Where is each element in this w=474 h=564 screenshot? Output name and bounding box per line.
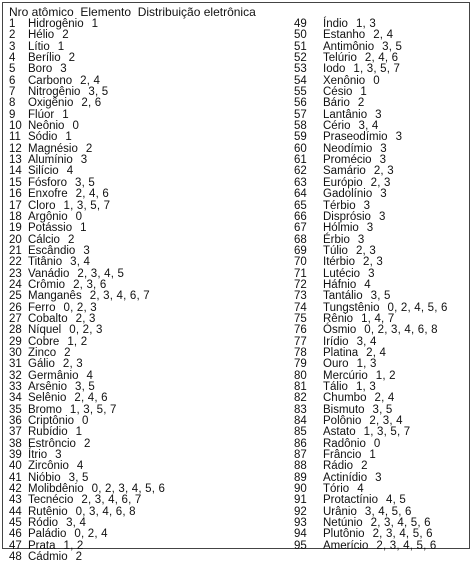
electron-distribution: 3, 4 [356, 335, 377, 348]
atomic-number: 40 [9, 460, 22, 473]
electron-distribution: 1, 3, 5, 7 [353, 63, 401, 76]
atomic-number: 51 [294, 40, 307, 53]
atomic-number: 37 [9, 426, 22, 439]
atomic-number: 82 [294, 392, 307, 405]
electron-distribution: 3 [380, 142, 387, 155]
element-name: Bromo [28, 403, 62, 416]
element-name: Estrôncio [28, 437, 76, 450]
electron-distribution: 3 [80, 154, 88, 167]
atomic-number: 17 [9, 199, 22, 212]
atomic-number: 23 [9, 267, 22, 280]
element-name: Tungstênio [323, 301, 380, 314]
atomic-number: 22 [9, 256, 22, 269]
element-name: Escândio [28, 244, 76, 257]
element-name: Rádio [323, 460, 354, 473]
element-name: Ítrio [28, 449, 48, 462]
electron-distribution: 2, 3, 6 [73, 278, 107, 291]
atomic-number: 87 [294, 449, 307, 462]
element-name: Manganês [28, 290, 82, 303]
element-name: Selênio [28, 392, 67, 405]
atomic-number: 58 [294, 120, 307, 133]
electron-distribution: 0 [373, 437, 381, 450]
element-name: Xenônio [323, 74, 366, 87]
element-name: Fósforo [28, 176, 67, 189]
element-name: Germânio [28, 369, 79, 382]
element-name: Amerício [323, 539, 369, 552]
atomic-number: 94 [294, 528, 307, 541]
electron-distribution: 1, 3, 5, 7 [69, 403, 117, 416]
atomic-number: 57 [294, 108, 307, 121]
element-name: Zircônio [28, 460, 69, 473]
atomic-number: 78 [294, 346, 307, 359]
electron-distribution: 3, 5 [75, 381, 95, 393]
element-name: Zinco [28, 346, 57, 359]
electron-distribution: 2, 4, 6 [74, 392, 108, 405]
atomic-number: 69 [294, 244, 307, 257]
electron-distribution: 3 [83, 244, 90, 257]
element-name: Criptônio [28, 415, 75, 428]
element-name: Promécio [323, 154, 372, 167]
atomic-number: 76 [294, 324, 307, 337]
electron-distribution: 2, 3 [373, 165, 394, 178]
element-name: Nitrogênio [28, 86, 81, 99]
element-name: Arsênio [28, 381, 67, 393]
atomic-number: 32 [9, 369, 22, 382]
electron-distribution: 3, 5 [88, 86, 109, 99]
element-name: Enxofre [28, 188, 68, 201]
atomic-number: 79 [294, 358, 307, 371]
element-name: Ouro [323, 358, 349, 371]
element-name: Érbio [323, 233, 350, 246]
element-name: Alumínio [28, 154, 73, 167]
element-name: Tecnécio [28, 494, 74, 507]
element-name: Polônio [323, 415, 362, 428]
element-name: Tório [323, 483, 350, 496]
element-name: Cálcio [28, 233, 60, 246]
element-name: Vanádio [28, 267, 70, 280]
atomic-number: 42 [9, 483, 22, 496]
electron-distribution: 0 [82, 415, 89, 428]
electron-distribution: 1, 4, 7 [361, 312, 395, 325]
element-entry [323, 541, 437, 552]
electron-distribution: 2, 4 [373, 29, 394, 42]
electron-distribution: 1, 2 [67, 335, 88, 348]
electron-distribution: 1 [75, 426, 83, 439]
element-name: Níquel [28, 324, 62, 337]
atomic-number: 33 [9, 381, 22, 393]
atomic-number: 89 [294, 471, 307, 484]
atomic-number: 5 [9, 63, 16, 76]
electron-distribution: 2 [75, 551, 83, 564]
atomic-number: 67 [294, 222, 307, 235]
electron-distribution: 3 [363, 199, 371, 212]
element-name: Rutênio [28, 505, 68, 518]
element-name: Hélio [28, 29, 55, 42]
atomic-number: 46 [9, 528, 22, 541]
electron-distribution: 3, 4, 5, 6 [364, 505, 412, 518]
element-name: Tantálio [323, 290, 363, 303]
atomic-number: 54 [294, 74, 307, 87]
element-name: Disprósio [323, 210, 371, 223]
atomic-number: 15 [9, 176, 22, 189]
element-name: Índio [323, 18, 348, 30]
electron-distribution: 2 [361, 460, 368, 473]
element-name: Paládio [28, 528, 67, 541]
electron-distribution: 1, 3, 5, 7 [63, 199, 111, 212]
element-name: Berílio [28, 52, 61, 65]
element-name: Chumbo [323, 392, 367, 405]
atomic-number: 83 [294, 403, 307, 416]
electron-distribution: 3, 4 [66, 517, 87, 530]
electron-distribution: 3, 5 [68, 471, 89, 484]
atomic-number: 26 [9, 301, 22, 314]
element-name: Bismuto [323, 403, 365, 416]
element-name: Urânio [323, 505, 357, 518]
element-name: Astato [323, 426, 356, 439]
atomic-number: 9 [9, 108, 16, 121]
atomic-number: 88 [294, 460, 307, 473]
electron-distribution: 2, 3, 4 [369, 415, 403, 428]
element-name: Ródio [28, 517, 59, 530]
atomic-number: 19 [9, 222, 22, 235]
element-name: Neônio [28, 120, 65, 133]
electron-distribution: 1 [91, 18, 99, 30]
atomic-number: 18 [9, 210, 22, 223]
atomic-number: 39 [9, 449, 22, 462]
atomic-number: 53 [294, 63, 307, 76]
atomic-number: 95 [294, 539, 307, 552]
atomic-number: 2 [9, 29, 16, 42]
atomic-number: 43 [9, 494, 22, 507]
element-name: Frâncio [323, 449, 362, 462]
atomic-number: 7 [9, 86, 16, 99]
element-name: Crômio [28, 278, 66, 291]
electron-distribution: 2, 6 [81, 97, 102, 110]
element-name: Flúor [28, 108, 55, 121]
electron-distribution: 2, 3, 4, 6, 7 [89, 290, 150, 303]
electron-distribution: 0, 2, 3, 4, 6, 8 [364, 324, 438, 337]
atomic-number: 93 [294, 517, 307, 530]
element-name: Prata [28, 539, 56, 552]
atomic-number: 75 [294, 312, 307, 325]
electron-distribution: 2, 4 [366, 346, 387, 359]
atomic-number: 29 [9, 335, 22, 348]
atomic-number: 55 [294, 86, 307, 99]
electron-distribution: 3, 5 [382, 40, 403, 53]
electron-distribution: 0, 2, 3 [63, 301, 97, 314]
atomic-number: 91 [294, 494, 307, 507]
atomic-number: 6 [9, 74, 16, 87]
electron-distribution: 4 [66, 165, 74, 178]
element-name: Tálio [323, 381, 348, 393]
electron-distribution: 3 [366, 222, 374, 235]
element-name: Argônio [28, 210, 68, 223]
atomic-number: 20 [9, 233, 22, 246]
element-name: Lantânio [323, 108, 368, 121]
electron-distribution: 0, 2, 4, 5, 6 [387, 301, 448, 314]
atomic-number: 14 [9, 165, 22, 178]
electron-distribution: 3 [379, 154, 387, 167]
electron-distribution: 1, 3 [355, 18, 376, 30]
atomic-number: 59 [294, 131, 307, 144]
element-name: Cobalto [28, 312, 68, 325]
atomic-number: 16 [9, 188, 22, 201]
atomic-number: 3 [9, 40, 16, 53]
atomic-number: 36 [9, 415, 22, 428]
electron-distribution: 1 [80, 222, 87, 235]
atomic-number: 34 [9, 392, 22, 405]
element-entry [28, 552, 82, 563]
atomic-number: 52 [294, 52, 307, 65]
electron-distribution: 1, 2 [63, 539, 84, 552]
atomic-number: 45 [9, 517, 22, 530]
element-name: Lutécio [323, 267, 361, 280]
atomic-number: 72 [294, 278, 307, 291]
atomic-number: 30 [9, 346, 22, 359]
atomic-number: 68 [294, 233, 307, 246]
element-name: Magnésio [28, 142, 78, 155]
electron-distribution: 2, 3, 4, 5, 6 [372, 528, 433, 541]
element-name: Netúnio [323, 517, 363, 530]
element-name: Háfnio [323, 278, 357, 291]
element-name: Itérbio [323, 256, 355, 269]
element-name: Irídio [323, 335, 349, 348]
electron-distribution: 2, 3, 4, 5, 6 [376, 539, 437, 552]
atomic-number: 35 [9, 403, 22, 416]
electron-distribution: 0, 3, 4, 6, 8 [75, 505, 136, 518]
electron-distribution: 0, 2, 4 [74, 528, 108, 541]
atomic-number: 8 [9, 97, 16, 110]
atomic-number: 65 [294, 199, 307, 212]
element-name: Césio [323, 86, 353, 99]
atomic-number: 60 [294, 142, 307, 155]
electron-distribution: 1 [369, 449, 376, 462]
atomic-number: 81 [294, 381, 307, 393]
atomic-number: 73 [294, 290, 307, 303]
electron-distribution: 1, 3, 5, 7 [363, 426, 411, 439]
element-name: Titânio [28, 256, 63, 269]
electron-distribution: 4, 5 [385, 494, 406, 507]
element-name: Boro [28, 63, 53, 76]
element-name: Térbio [323, 199, 356, 212]
element-name: Iodo [323, 63, 346, 76]
atomic-number: 74 [294, 301, 307, 314]
element-name: Gálio [28, 358, 55, 371]
atomic-number: 61 [294, 154, 307, 167]
atomic-number: 77 [294, 335, 307, 348]
atomic-number: 4 [9, 52, 16, 65]
electron-distribution: 2 [357, 97, 365, 110]
atomic-number: 71 [294, 267, 307, 280]
atomic-number: 38 [9, 437, 22, 450]
electron-distribution: 2, 3 [62, 358, 83, 371]
electron-distribution: 2, 4 [80, 74, 101, 87]
atomic-number: 49 [294, 18, 307, 30]
element-name: Bário [323, 97, 350, 110]
electron-distribution: 3, 5 [372, 403, 393, 416]
element-name: Ósmio [323, 324, 357, 337]
atomic-number: 66 [294, 210, 307, 223]
atomic-number: 84 [294, 415, 307, 428]
atomic-number: 27 [9, 312, 22, 325]
electron-distribution: 2, 3, 4, 5 [77, 267, 125, 280]
electron-distribution: 3, 5 [370, 290, 391, 303]
electron-distribution: 4 [357, 483, 364, 496]
electron-distribution: 2, 4, 6 [364, 52, 399, 65]
electron-distribution: 2, 3 [75, 312, 96, 325]
electron-distribution: 1 [360, 86, 368, 99]
element-name: Cloro [28, 199, 56, 212]
electron-distribution: 2, 4 [374, 392, 395, 405]
element-name: Plutônio [323, 528, 365, 541]
atomic-number: 41 [9, 471, 22, 484]
element-name: Sódio [28, 131, 58, 144]
electron-distribution: 3 [395, 131, 403, 144]
element-name: Rubídio [28, 426, 68, 439]
electron-distribution: 1 [65, 131, 73, 144]
electron-distribution: 3, 4 [70, 256, 91, 269]
element-name: Neodímio [323, 142, 373, 155]
electron-distribution: 1, 3 [356, 358, 377, 371]
element-name: Lítio [28, 40, 50, 53]
atomic-number: 63 [294, 176, 307, 189]
electron-distribution: 2, 3 [370, 176, 391, 189]
atomic-number: 92 [294, 505, 307, 518]
electron-distribution: 1, 2 [375, 369, 396, 382]
electron-distribution: 2 [85, 142, 93, 155]
atomic-number: 86 [294, 437, 307, 450]
element-name: Cério [323, 120, 351, 133]
element-name: Európio [323, 176, 363, 189]
electron-distribution: 2 [62, 29, 69, 42]
element-name: Potássio [28, 222, 73, 235]
atomic-number: 70 [294, 256, 307, 269]
electron-distribution: 3 [357, 233, 365, 246]
electron-distribution: 2, 3, 4, 6, 7 [81, 494, 142, 507]
atomic-number: 13 [9, 154, 22, 167]
element-name: Nióbio [28, 471, 61, 484]
atomic-number: 47 [9, 539, 22, 552]
electron-distribution: 1, 3 [355, 381, 376, 393]
element-name: Mercúrio [323, 369, 368, 382]
electron-distribution: 3, 5 [75, 176, 95, 189]
atomic-number: 11 [9, 131, 21, 144]
electron-distribution: 1 [62, 108, 69, 121]
element-name: Hidrogênio [28, 18, 84, 30]
electron-distribution: 2 [67, 233, 75, 246]
electron-distribution: 2 [68, 52, 76, 65]
electron-distribution: 3 [375, 471, 382, 484]
electron-distribution: 0, 2, 3 [69, 324, 103, 337]
element-name: Platina [323, 346, 359, 359]
atomic-number: 50 [294, 29, 307, 42]
atomic-number: 64 [294, 188, 307, 201]
electron-distribution: 0 [75, 210, 83, 223]
atomic-number: 90 [294, 483, 307, 496]
element-name: Actinídio [323, 471, 368, 484]
atomic-number: 28 [9, 324, 22, 337]
element-name: Molibdênio [28, 483, 84, 496]
electron-distribution: 2 [83, 437, 91, 450]
atomic-number: 21 [9, 244, 22, 257]
atomic-number: 31 [9, 358, 22, 371]
electron-distribution: 1 [57, 40, 65, 53]
electron-distribution: 3 [60, 63, 67, 76]
table-header: Nro atômico Elemento Distribuição eletrônica [9, 5, 256, 19]
electron-distribution: 3 [380, 188, 387, 201]
atomic-number: 85 [294, 426, 307, 439]
element-name: Cobre [28, 335, 60, 348]
element-name: Oxigênio [28, 97, 74, 110]
element-name: Praseodímio [323, 131, 388, 144]
element-name: Ferro [28, 301, 56, 314]
electron-distribution: 3 [375, 108, 382, 121]
atomic-number: 1 [9, 18, 16, 30]
electron-distribution: 0, 2, 3, 4, 5, 6 [91, 483, 166, 496]
element-name: Radônio [323, 437, 366, 450]
atomic-number: 44 [9, 505, 22, 518]
electron-distribution: 2 [64, 346, 71, 359]
element-name: Cádmio [28, 551, 68, 564]
element-name: Hólmio [323, 222, 359, 235]
electron-distribution: 2, 3 [362, 256, 383, 269]
atomic-number: 25 [9, 290, 22, 303]
atomic-number: 62 [294, 165, 307, 178]
element-name: Rênio [323, 312, 354, 325]
element-name: Antimônio [323, 40, 375, 53]
electron-distribution: 2, 3, 4, 5, 6 [370, 517, 431, 530]
electron-distribution: 3, 4 [358, 120, 379, 133]
element-name: Telúrio [323, 52, 357, 65]
electron-distribution: 2, 4, 6 [75, 188, 110, 201]
atomic-number: 48 [9, 551, 22, 564]
electron-distribution: 3 [55, 449, 62, 462]
element-name: Samário [323, 165, 366, 178]
electron-distribution: 0 [72, 120, 80, 133]
electron-distribution: 2, 3 [355, 244, 376, 257]
electron-distribution: 0 [373, 74, 380, 87]
atomic-number: 56 [294, 97, 307, 110]
electron-distribution: 4 [364, 278, 371, 291]
electron-distribution: 3 [368, 267, 375, 280]
element-name: Protactínio [323, 494, 378, 507]
atomic-number: 12 [9, 142, 22, 155]
element-name: Estanho [323, 29, 366, 42]
atomic-number: 24 [9, 278, 22, 291]
element-name: Túlio [323, 244, 348, 257]
electron-distribution: 4 [76, 460, 84, 473]
electron-distribution: 3 [378, 210, 386, 223]
element-name: Silício [28, 165, 59, 178]
atomic-number: 10 [9, 120, 22, 133]
element-name: Carbono [28, 74, 73, 87]
electron-distribution: 4 [86, 369, 94, 382]
atomic-number: 80 [294, 369, 307, 382]
element-name: Gadolínio [323, 188, 373, 201]
document-frame [2, 2, 470, 564]
